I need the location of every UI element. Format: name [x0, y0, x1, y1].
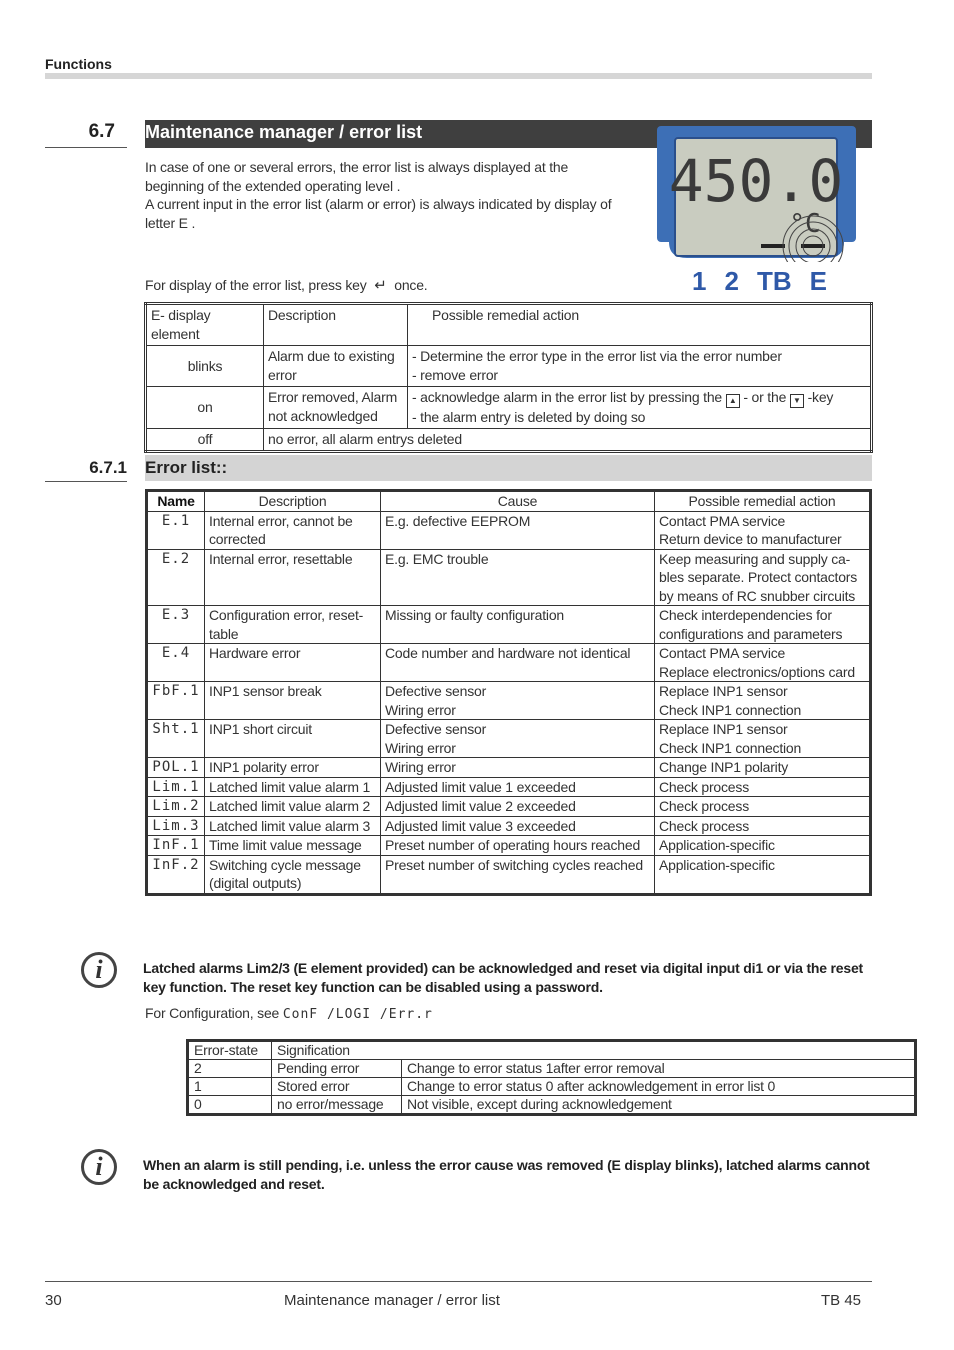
table-header-cell: Error-state: [188, 1041, 272, 1060]
action-cell: Keep measuring and supply ca-bles separate. Protect contactors by means of RC snubber circuits: [655, 549, 871, 606]
cause-cell: Preset number of switching cycles reached: [381, 855, 655, 894]
footer-title: Maintenance manager / error list: [284, 1292, 500, 1309]
error-list-table: [145, 489, 872, 896]
lcd-display-icon: [657, 126, 856, 262]
action-cell: Check process: [655, 777, 871, 797]
table-header-row: [146, 304, 872, 346]
section-title: Maintenance manager / error list: [145, 122, 423, 142]
config-path: ConF /LOGI /Err.r: [282, 1007, 433, 1022]
controller-display-illustration: [657, 126, 856, 262]
info-icon: i: [81, 1149, 117, 1185]
cause-cell: Adjusted limit value 1 exceeded: [381, 777, 655, 797]
state-description-cell: Not visible, except during acknowledgement: [402, 1096, 916, 1115]
info-icon: i: [81, 952, 117, 988]
table-row: [147, 836, 871, 856]
table-header-cell: Possible remedial action: [408, 304, 872, 346]
state-cell: off: [146, 429, 264, 452]
state-description-cell: Change to error status 0 after acknowledgement in error list 0: [402, 1078, 916, 1096]
table-row: [146, 429, 872, 452]
description-cell: Configuration error, reset-table: [205, 606, 381, 644]
cause-cell: Adjusted limit value 3 exceeded: [381, 816, 655, 836]
indicator-label-tb: TB: [756, 266, 792, 296]
action-cell: Application-specific: [655, 855, 871, 894]
description-cell: Hardware error: [205, 644, 381, 682]
table-header-cell: Description: [205, 491, 381, 512]
table-header-cell: Signification: [272, 1041, 916, 1060]
config-reference: For Configuration, see ConF /LOGI /Err.r: [145, 1005, 433, 1022]
state-name-cell: no error/message: [272, 1096, 402, 1115]
lcd-main-value: 450.0: [668, 147, 844, 215]
state-name-cell: Stored error: [272, 1078, 402, 1096]
error-state-cell: 0: [188, 1096, 272, 1115]
page-number: 30: [45, 1292, 62, 1309]
cause-cell: Preset number of operating hours reached: [381, 836, 655, 856]
intro-paragraph-2: A current input in the error list (alarm or error) is always indicated by display of letter E .: [145, 196, 612, 231]
error-state-cell: 1: [188, 1078, 272, 1096]
description-cell: Latched limit value alarm 1: [205, 777, 381, 797]
state-description-cell: Change to error status 1after error removal: [402, 1060, 916, 1078]
table-row: [188, 1096, 916, 1115]
table-row: [147, 777, 871, 797]
up-key-icon: ▲: [726, 394, 740, 408]
description-cell: no error, all alarm entrys deleted: [264, 429, 872, 452]
action-cell: Check interdependencies for configurations and parameters: [655, 606, 871, 644]
footer-rule: [45, 1281, 872, 1282]
description-cell: Latched limit value alarm 3: [205, 816, 381, 836]
header-rule: [45, 73, 872, 79]
description-cell: INP1 polarity error: [205, 758, 381, 778]
table-row: [147, 816, 871, 836]
down-key-icon: ▼: [790, 394, 804, 408]
table-header-cell: Cause: [381, 491, 655, 512]
error-code-cell: E.1: [147, 511, 205, 549]
action-cell: Replace INP1 sensor Check INP1 connection: [655, 682, 871, 720]
error-code-cell: Sht.1: [147, 720, 205, 758]
table-row: [147, 511, 871, 549]
intro-paragraph-1: In case of one or several errors, the error list is always displayed at the beginning of the extended operating level .: [145, 159, 569, 194]
error-state-cell: 2: [188, 1060, 272, 1078]
table-header-row: [147, 491, 871, 512]
action-cell: Contact PMA service Return device to manufacturer: [655, 511, 871, 549]
table-row: [147, 855, 871, 894]
error-code-cell: Lim.3: [147, 816, 205, 836]
table-header-row: [188, 1041, 916, 1060]
subsection-number-rule: [45, 481, 127, 482]
subsection-title: Error list::: [145, 458, 228, 477]
state-name-cell: Pending error: [272, 1060, 402, 1078]
subsection-title-bar: [145, 455, 872, 481]
action-cell: - Determine the error type in the error list via the error number - remove error: [408, 346, 872, 387]
table-row: [147, 549, 871, 606]
indicator-label-1: 1: [692, 266, 707, 296]
cause-cell: Code number and hardware not identical: [381, 644, 655, 682]
action-cell: Application-specific: [655, 836, 871, 856]
table-row: [147, 797, 871, 817]
table-header-cell: E- display element: [146, 304, 264, 346]
error-code-cell: InF.2: [147, 855, 205, 894]
description-cell: Switching cycle message (digital outputs): [205, 855, 381, 894]
error-code-cell: POL.1: [147, 758, 205, 778]
note-latched-alarms: Latched alarms Lim2/3 (E element provided) can be acknowledged and reset via digital input di1 or via the reset key function. The reset key function can be disabled using a password.: [143, 960, 864, 995]
action-cell: Change INP1 polarity: [655, 758, 871, 778]
description-cell: Error removed, Alarm not acknowledged: [264, 387, 408, 429]
enter-key-icon: ↵: [370, 277, 391, 294]
error-code-cell: E.4: [147, 644, 205, 682]
error-code-cell: E.2: [147, 549, 205, 606]
cause-cell: Adjusted limit value 2 exceeded: [381, 797, 655, 817]
section-number: 6.7: [88, 121, 115, 142]
error-code-cell: E.3: [147, 606, 205, 644]
action-cell: Contact PMA service Replace electronics/options card: [655, 644, 871, 682]
description-cell: Alarm due to existing error: [264, 346, 408, 387]
indicator-label-2: 2: [724, 266, 739, 296]
error-list-body: [147, 511, 871, 894]
error-code-cell: FbF.1: [147, 682, 205, 720]
table-row: [188, 1060, 916, 1078]
error-code-cell: Lim.2: [147, 797, 205, 817]
footer-document: TB 45: [821, 1292, 862, 1309]
cause-cell: Defective sensor Wiring error: [381, 720, 655, 758]
state-cell: on: [146, 387, 264, 429]
action-cell: Replace INP1 sensor Check INP1 connection: [655, 720, 871, 758]
error-state-body: [188, 1060, 916, 1115]
table-row: [147, 606, 871, 644]
description-cell: INP1 sensor break: [205, 682, 381, 720]
table-header-cell: Name: [147, 491, 205, 512]
indicator-label-e: E: [809, 266, 827, 296]
section-number-rule: [45, 147, 127, 148]
error-code-cell: InF.1: [147, 836, 205, 856]
table-header-cell: Possible remedial action: [655, 491, 871, 512]
action-cell: - acknowledge alarm in the error list by pressing the ▲ - or the ▼ -key - the alarm entry is deleted by doing so: [408, 387, 872, 429]
intro-text: [145, 158, 615, 232]
description-cell: Internal error, resettable: [205, 549, 381, 606]
description-cell: Latched limit value alarm 2: [205, 797, 381, 817]
table-header-cell: Description: [264, 304, 408, 346]
cause-cell: Wiring error: [381, 758, 655, 778]
cause-cell: E.g. EMC trouble: [381, 549, 655, 606]
table-row: [146, 387, 872, 429]
description-cell: Internal error, cannot be corrected: [205, 511, 381, 549]
description-cell: INP1 short circuit: [205, 720, 381, 758]
description-cell: Time limit value message: [205, 836, 381, 856]
cause-cell: Missing or faulty configuration: [381, 606, 655, 644]
display-indicator-labels: [692, 266, 842, 297]
table-row: [146, 346, 872, 387]
lcd-unit: °C: [789, 209, 821, 239]
state-cell: blinks: [146, 346, 264, 387]
note-pending-alarm: When an alarm is still pending, i.e. unless the error cause was removed (E display blinks), latched alarms cannot be acknowledged and reset.: [143, 1157, 870, 1192]
running-header: Functions: [45, 56, 112, 72]
error-state-table: [186, 1039, 917, 1116]
table-row: [147, 720, 871, 758]
table-row: [147, 644, 871, 682]
subsection-number: 6.7.1: [89, 458, 127, 477]
error-code-cell: Lim.1: [147, 777, 205, 797]
action-cell: Check process: [655, 797, 871, 817]
e-display-table: [144, 302, 873, 453]
table-row: [147, 758, 871, 778]
table-row: [147, 682, 871, 720]
action-cell: Check process: [655, 816, 871, 836]
press-key-instruction: For display of the error list, press key ↵ once.: [145, 277, 428, 294]
cause-cell: E.g. defective EEPROM: [381, 511, 655, 549]
cause-cell: Defective sensor Wiring error: [381, 682, 655, 720]
table-row: [188, 1078, 916, 1096]
